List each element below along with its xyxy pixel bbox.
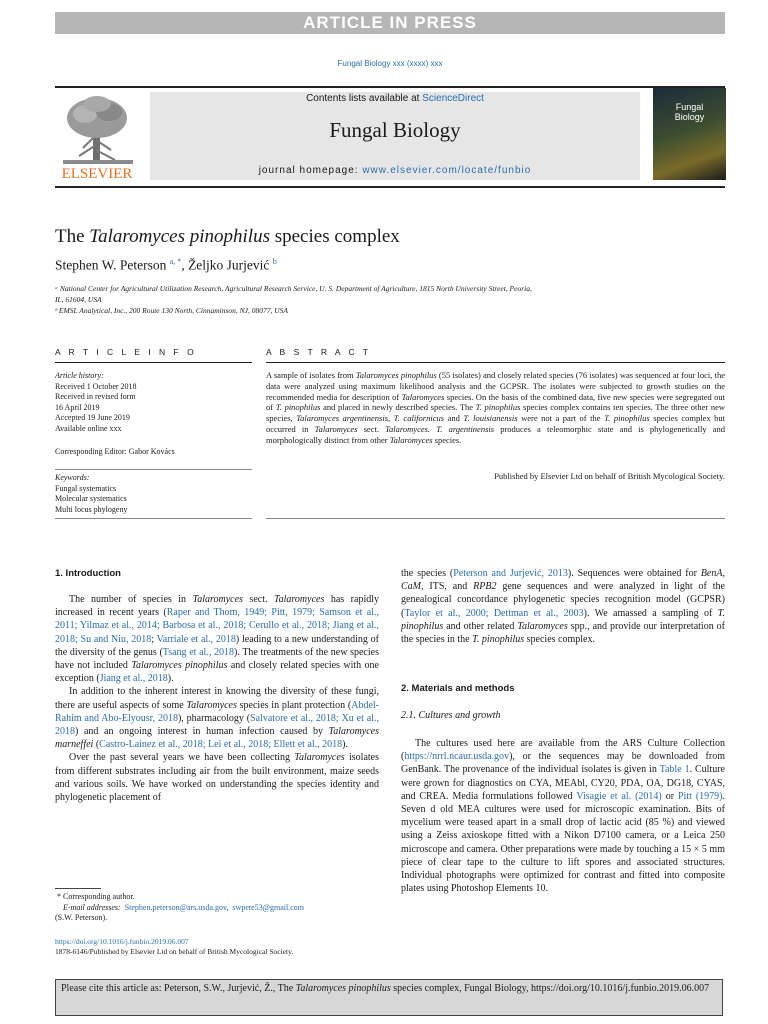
italic-term: RPB2: [473, 581, 497, 593]
author-1-affil-link[interactable]: a, *: [169, 257, 182, 266]
doi-link[interactable]: https://doi.org/10.1016/j.funbio.2019.06.007: [55, 937, 189, 946]
footnote-rule: [55, 888, 101, 889]
title-italic: Talaromyces pinophilus: [89, 226, 270, 247]
author-separator: ,: [181, 257, 189, 273]
article-in-press-banner: ARTICLE IN PRESS: [55, 12, 725, 34]
paper-title: [55, 226, 400, 248]
citation-link[interactable]: Varriale et al., 2018: [156, 633, 236, 645]
header-rule-top: [55, 86, 725, 88]
header-rule-bottom: [55, 186, 725, 188]
italic-term: Talaromyces: [192, 594, 243, 605]
citation-link[interactable]: https://nrrl.ncaur.usda.gov: [404, 751, 510, 763]
citation-link[interactable]: Raper and Thom, 1949; Pitt, 1979; Samson et al., 2011; Yilmaz et al., 2014; Barbosa et al., 2018; Cerullo et al., 2018; Jiang et al., 2018; Su and Niu, 2018: [55, 607, 379, 645]
abstract-rule: [266, 362, 725, 363]
intro-column: [55, 593, 379, 804]
abstract-text: A sample of isolates from Talaromyces pinophilus (55 isolates) and closely related species (76 isolates) was sequenced at four loci, the data were analyzed using maximum likelihood analysis and the GCPSR. The isolates were subjected to growth studies on the recommended media for description of Talaromyces species. On the basis of the combined data, five new species were segregated out of T. pinophilus and placed in newly described species. The T. pinophilus species complex contains ten species. The three other new species, Talaromyces argentinensis, T. californicus and T. louisianensis were not a part of the T. pinophilus species complex but occurred in Talaromyces sect. Talaromyces. T. argentinensis produces a teleomorphic state and is phylogenetically and morphologically distinct from other Talaromyces species.: [266, 370, 725, 445]
intro-paragraph-3: Over the past several years we have been collecting Talaromyces isolates from different substrates including air from the built environment, maize seeds and various soils. We have worked on understanding the species identity and phylogenetic placement of: [55, 752, 380, 804]
cover-title-line-2: Biology: [674, 112, 705, 122]
citation-link[interactable]: Table 1: [659, 764, 690, 776]
journal-homepage-line: [150, 165, 640, 176]
citation-link[interactable]: Jiang et al., 2018: [99, 673, 168, 685]
history-line: Accepted 19 June 2019: [55, 413, 130, 422]
italic-term: T. pinophilus: [401, 607, 725, 632]
citation-link[interactable]: Visagie et al. (2014): [576, 790, 662, 802]
keywords-rule: [55, 469, 252, 470]
footnote-marker: *: [57, 892, 61, 901]
right-column-continuation: [401, 567, 725, 646]
citation-link[interactable]: Taylor et al., 2000; Dettman et al., 2003: [404, 607, 584, 619]
footnote-corresponding: Corresponding author.: [63, 892, 135, 901]
article-info-rule: [55, 362, 252, 363]
italic-term: BenA: [700, 568, 723, 579]
footnote: [55, 892, 379, 924]
intro-paragraph-2: In addition to the inherent interest in knowing the diversity of these fungi, there are useful aspects of some Talaromyces species in plant protection (Abdel-Rahim and Abo-Elyousr, 2018), pharmacology (Salvatore et al., 2018; Xu et al., 2018) and an ongoing interest in human infection caused by Talaromyces marneffei (Castro-Lainez et al., 2018; Lei et al., 2018; Ellett et al., 2018).: [55, 686, 379, 751]
abstract-publisher-note: Published by Elsevier Ltd on behalf of British Mycological Society.: [494, 471, 725, 481]
section-2-1-heading: 2.1. Cultures and growth: [401, 710, 501, 721]
journal-reference-link[interactable]: Fungal Biology xxx (xxxx) xxx: [337, 59, 443, 68]
cover-title-line-1: Fungal: [675, 102, 704, 112]
italic-term: Talaromyces: [186, 699, 237, 711]
italic-term: Talaromyces: [273, 594, 325, 605]
abstract-heading: A B S T R A C T: [266, 347, 372, 357]
issn-line: 1878-6146/Published by Elsevier Ltd on behalf of British Mycological Society.: [55, 947, 294, 956]
homepage-prefix: journal homepage:: [258, 165, 363, 176]
keywords-label: Keywords:: [55, 473, 90, 482]
author-list: [55, 257, 277, 274]
methods-paragraph: The cultures used here are available from the ARS Culture Collection (https://nrrl.ncaur.usda.gov), or the sequences may be downloaded from GenBank. The provenance of the individual isolates is given in Table 1. Culture were grown for diagnostics on CYA, MEAbl, CY20, PDA, OA, DG18, CYAS, and CREA. Media formulations followed Visagie et al. (2014) or Pitt (1979). Seven d old MEA cultures were used for microscopic examination. Bits of mycelium were teased apart in a small drop of lactic acid (85 %) and viewed using a Zeiss axioskope fitted with a Nikon D7100 camera, or a Leica 250 microscope and camera. Other preparations were made by touching a 15 × 5 mm piece of clear tape to the culture to lift spores and associated structures. Individual photographs were optimized for contrast and fitted into composite plates using Photoshop Elements 10.: [401, 738, 726, 895]
citation-box: [55, 979, 723, 1016]
keyword-item: Fungal systematics: [55, 483, 117, 493]
email-separator: ,: [226, 902, 231, 912]
citation-link[interactable]: Abdel-Rahim and Abo-Elyousr, 2018: [55, 699, 379, 724]
citation-link[interactable]: Tsang et al., 2018: [162, 646, 234, 658]
doi-block: [55, 937, 385, 957]
history-line: Available online xxx: [55, 423, 122, 433]
italic-term: Talaromyces pinophilus: [131, 660, 228, 672]
citation-link[interactable]: Castro-Lainez et al., 2018; Lei et al., 2018; Ellett et al., 2018: [99, 739, 343, 751]
citation-text-post: species complex, Fungal Biology, https://doi.org/10.1016/j.funbio.2019.06.007: [390, 983, 710, 994]
citation-text-italic: Talaromyces pinophilus: [295, 983, 391, 994]
abstract-bottom-rule: [266, 518, 725, 519]
history-line: Received 1 October 2018: [55, 381, 137, 391]
title-suffix: species complex: [269, 226, 400, 247]
author-1: Stephen W. Peterson: [55, 257, 167, 273]
italic-term: Talaromyces: [294, 752, 345, 764]
journal-cover-image: [653, 88, 726, 180]
cover-title: [653, 102, 726, 122]
corresponding-editor: Corresponding Editor: Gabor Kovács: [55, 447, 175, 456]
citation-link[interactable]: Pitt (1979): [678, 790, 723, 802]
italic-term: CaM: [401, 581, 421, 593]
affiliation-a: ᵃ National Center for Agricultural Utilization Research, Agricultural Research Service, U. S. Department of Agriculture, 1815 North University Street, Peoria,: [55, 284, 532, 293]
title-prefix: The: [55, 226, 90, 247]
keyword-item: Molecular systematics: [55, 494, 127, 503]
section-2-heading: 2. Materials and methods: [401, 683, 515, 694]
section-1-heading: 1. Introduction: [55, 568, 121, 579]
sciencedirect-link[interactable]: ScienceDirect: [422, 93, 484, 104]
author-2-affil-link[interactable]: b: [272, 257, 277, 266]
journal-name: Fungal Biology: [329, 118, 461, 142]
footnote-name: (S.W. Peterson).: [55, 913, 108, 922]
affiliation-b: ᵇ EMSL Analytical, Inc., 200 Route 130 North, Cinnaminson, NJ, 08077, USA: [55, 306, 288, 315]
elsevier-logo-text: ELSEVIER: [61, 166, 133, 182]
citation-link[interactable]: Salvatore et al., 2018; Xu et al., 2018: [55, 712, 379, 738]
italic-term: Talaromyces marneffei: [55, 726, 379, 751]
italic-term: T. pinophilus: [472, 634, 525, 646]
intro-paragraph-1: The number of species in Talaromyces sect. Talaromyces has rapidly increased in recent years (Raper and Thom, 1949; Pitt, 1979; Samson et al., 2011; Yilmaz et al., 2014; Barbosa et al., 2018; Cerullo et al., 2018; Jiang et al., 2018; Su and Niu, 2018; Varriale et al., 2018) leading to a new understanding of the diversity of the genus (Tsang et al., 2018). The treatments of the new species have not included Talaromyces pinophilus and closely related species with one exception (Jiang et al., 2018).: [55, 594, 380, 685]
elsevier-logo: [55, 90, 140, 185]
contents-line: [150, 93, 640, 104]
history-label: Article history:: [55, 371, 104, 380]
citation-text-pre: Please cite this article as: Peterson, S.W., Jurjević, Ž., The: [61, 983, 296, 994]
keywords: [55, 473, 255, 515]
article-info-heading: A R T I C L E I N F O: [55, 347, 197, 357]
info-bottom-rule: [55, 518, 252, 519]
methods-column: [401, 737, 725, 895]
author-2: Željko Jurjević: [188, 257, 270, 273]
continued-paragraph: the species (Peterson and Jurjević, 2013). Sequences were obtained for BenA, CaM, ITS, and RPB2 gene sequences and were analyzed in light of the genealogical concordance phylogenetic species recognition model (GCPSR) (Taylor et al., 2000; Dettman et al., 2003). We amassed a sampling of T. pinophilus and other related Talaromyces spp., and provide our interpretation of the species in the T. pinophilus species complex.: [401, 568, 726, 646]
affiliation-a-cont: IL, 61604, USA: [55, 295, 102, 304]
italic-term: Talaromyces: [517, 620, 568, 632]
keyword-item: Multi locus phylogeny: [55, 504, 128, 514]
history-line: Received in revised form: [55, 392, 136, 401]
homepage-link[interactable]: www.elsevier.com/locate/funbio: [362, 165, 532, 176]
citation-link[interactable]: Peterson and Jurjević, 2013: [453, 568, 568, 579]
email-label: E-mail addresses:: [63, 902, 121, 912]
history-line: 16 April 2019: [55, 402, 100, 412]
contents-prefix: Contents lists available at: [306, 93, 423, 104]
article-history: [55, 371, 255, 434]
email-link-1[interactable]: Stephen.peterson@ars.usda.gov: [124, 902, 227, 912]
email-link-2[interactable]: swpete53@gmail.com: [232, 902, 304, 912]
